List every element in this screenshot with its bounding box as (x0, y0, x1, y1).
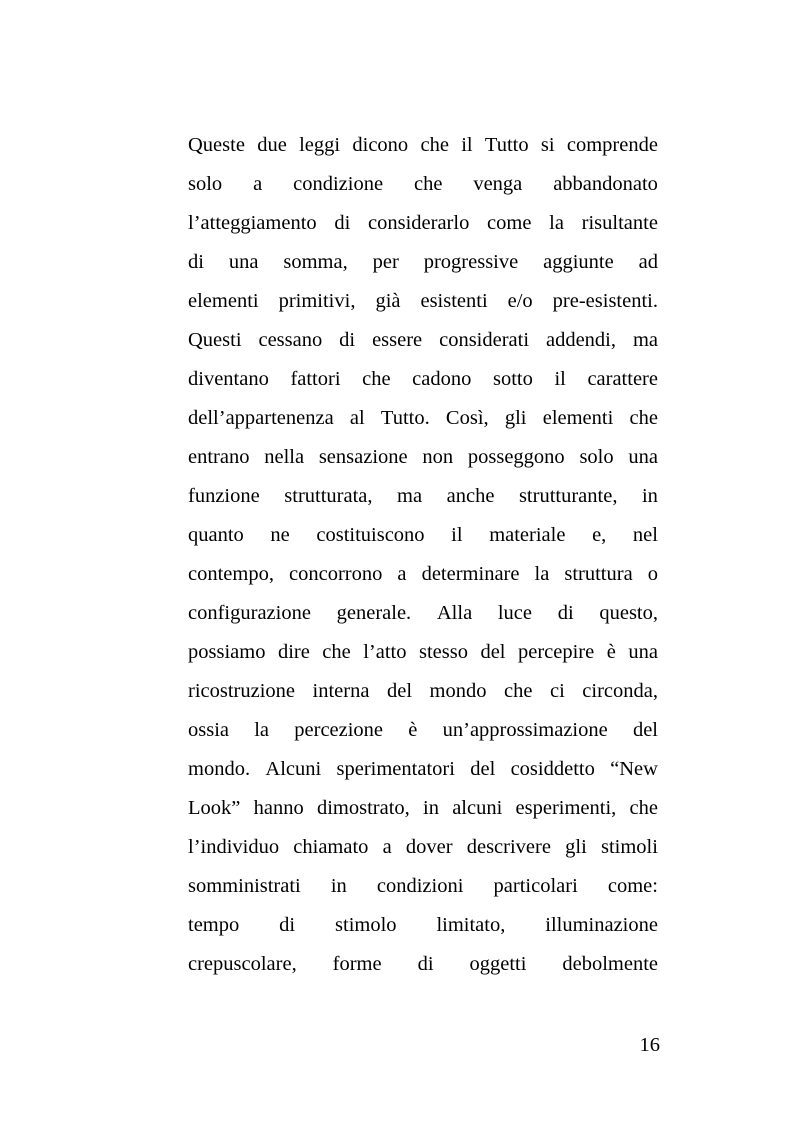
word: questo, (599, 602, 658, 624)
word: di (279, 914, 296, 936)
text-line (188, 282, 658, 321)
word: considerati (439, 329, 530, 351)
word: concorrono (289, 563, 383, 585)
word: costituiscono (316, 524, 425, 546)
word: dicono (352, 134, 409, 156)
word: Così, (445, 407, 489, 429)
word: dire (277, 641, 310, 663)
page-number: 16 (639, 1034, 660, 1056)
word: luce (497, 602, 533, 624)
word: possiamo (188, 641, 266, 663)
word: alcuni (452, 797, 503, 819)
word: somministrati (188, 875, 301, 897)
word: che (420, 134, 449, 156)
word: una (628, 641, 658, 663)
word: Look” (188, 797, 241, 819)
word: determinare (421, 563, 520, 585)
word: tempo (188, 914, 240, 936)
word: il (554, 368, 566, 390)
word: l’atteggiamento (188, 212, 317, 234)
word: che (413, 173, 443, 195)
word: del (470, 758, 496, 780)
word: due (257, 134, 287, 156)
word: forme (332, 953, 382, 975)
word: condizioni (376, 875, 464, 897)
word: l’individuo (188, 836, 280, 858)
word: abbandonato (553, 173, 658, 195)
word: cadono (412, 368, 472, 390)
word: mondo. (188, 758, 251, 780)
text-line (188, 360, 658, 399)
text-line (188, 672, 658, 711)
word: una (228, 251, 259, 273)
word: Tutto (484, 134, 529, 156)
word: è (408, 719, 418, 741)
word: di (339, 329, 356, 351)
word: posseggono (467, 446, 565, 468)
word: configurazione (188, 602, 311, 624)
word: mondo (429, 680, 487, 702)
word: un’approssimazione (442, 719, 608, 741)
word: quanto (188, 524, 244, 546)
text-line (188, 711, 658, 750)
text-line (188, 243, 658, 282)
word: che (629, 407, 658, 429)
text-line (188, 945, 658, 984)
word: materiale (489, 524, 566, 546)
word: risultante (581, 212, 658, 234)
word: al (349, 407, 365, 429)
word: cosiddetto (510, 758, 595, 780)
word: condizione (293, 173, 384, 195)
word: leggi (299, 134, 341, 156)
word: che (629, 797, 658, 819)
text-line (188, 321, 658, 360)
word: limitato, (436, 914, 506, 936)
word: gli (504, 407, 527, 429)
word: somma, (283, 251, 348, 273)
word: illuminazione (545, 914, 658, 936)
word: Questi (188, 329, 242, 351)
word: di (188, 251, 204, 273)
word: ma (632, 329, 658, 351)
text-line (188, 126, 658, 165)
word: sensazione (318, 446, 408, 468)
word: cessano (258, 329, 323, 351)
word: si (540, 134, 555, 156)
word: generale. (336, 602, 412, 624)
text-line (188, 477, 658, 516)
text-line (188, 594, 658, 633)
word: stimoli (600, 836, 658, 858)
word: circonda, (582, 680, 658, 702)
word: Alcuni (265, 758, 322, 780)
word: la (254, 719, 270, 741)
word: una (628, 446, 658, 468)
word: stimolo (335, 914, 397, 936)
word: percepire (517, 641, 595, 663)
word: a (382, 836, 392, 858)
word: e, (592, 524, 607, 546)
word: stesso (418, 641, 468, 663)
word: nella (264, 446, 305, 468)
word: che (362, 368, 391, 390)
word: aggiunte (543, 251, 614, 273)
word: progressive (423, 251, 519, 273)
word: addendi, (545, 329, 617, 351)
text-line (188, 828, 658, 867)
word: in (423, 797, 439, 819)
word: ad (638, 251, 658, 273)
word: struttura (564, 563, 633, 585)
word: Tutto. (380, 407, 430, 429)
word: come (487, 212, 532, 234)
word: funzione (188, 485, 260, 507)
word: essere (372, 329, 423, 351)
text-line (188, 906, 658, 945)
word: fattori (290, 368, 341, 390)
word: solo (579, 446, 614, 468)
word: crepuscolare, (188, 953, 297, 975)
word: non (422, 446, 454, 468)
word: l’atto (363, 641, 407, 663)
word: che (322, 641, 351, 663)
word: primitivi, (278, 290, 356, 312)
word: particolari (493, 875, 578, 897)
word: il (451, 524, 463, 546)
word: ossia (188, 719, 229, 741)
word: che (504, 680, 533, 702)
word: strutturante, (518, 485, 618, 507)
word: elementi (188, 290, 259, 312)
text-line (188, 438, 658, 477)
word: e/o (507, 290, 533, 312)
word: in (330, 875, 347, 897)
word: ricostruzione (188, 680, 296, 702)
word: hanno (253, 797, 304, 819)
word: pre-esistenti. (552, 290, 658, 312)
word: interna (312, 680, 370, 702)
text-line (188, 633, 658, 672)
word: contempo, (188, 563, 274, 585)
word: debolmente (562, 953, 658, 975)
text-line (188, 399, 658, 438)
word: il (461, 134, 473, 156)
word: di (557, 602, 574, 624)
word: è (606, 641, 616, 663)
text-line (188, 750, 658, 789)
text-line (188, 555, 658, 594)
word: solo (188, 173, 223, 195)
word: esistenti (420, 290, 488, 312)
word: di (417, 953, 434, 975)
word: diventano (188, 368, 269, 390)
text-line (188, 789, 658, 828)
word: sperimentatori (336, 758, 455, 780)
word: gli (565, 836, 587, 858)
word: o (647, 563, 658, 585)
word: sotto (492, 368, 533, 390)
word: di (334, 212, 351, 234)
word: in (641, 485, 658, 507)
word: del (480, 641, 506, 663)
word: percezione (294, 719, 384, 741)
word: elementi (542, 407, 614, 429)
word: del (386, 680, 413, 702)
word: dover (405, 836, 453, 858)
word: descrivere (466, 836, 551, 858)
word: “New (610, 758, 658, 780)
text-line (188, 867, 658, 906)
word: per (372, 251, 399, 273)
word: venga (473, 173, 523, 195)
word: Queste (188, 134, 245, 156)
word: anche (446, 485, 495, 507)
word: la (534, 563, 550, 585)
word: comprende (566, 134, 658, 156)
word: ne (270, 524, 290, 546)
word: del (632, 719, 658, 741)
word: ci (549, 680, 565, 702)
word: chiamato (293, 836, 369, 858)
word: strutturata, (284, 485, 373, 507)
word: dimostrato, (316, 797, 410, 819)
word: considerarlo (368, 212, 470, 234)
word: nel (632, 524, 658, 546)
word: entrano (188, 446, 250, 468)
word: ma (397, 485, 423, 507)
word: Alla (436, 602, 473, 624)
word: oggetti (469, 953, 527, 975)
word: la (549, 212, 564, 234)
word: a (397, 563, 407, 585)
word: carattere (587, 368, 658, 390)
word: come: (607, 875, 658, 897)
word: già (375, 290, 401, 312)
word: esperimenti, (515, 797, 617, 819)
text-line (188, 204, 658, 243)
word: dell’appartenenza (188, 407, 334, 429)
text-line (188, 165, 658, 204)
text-line (188, 516, 658, 555)
word: a (253, 173, 263, 195)
